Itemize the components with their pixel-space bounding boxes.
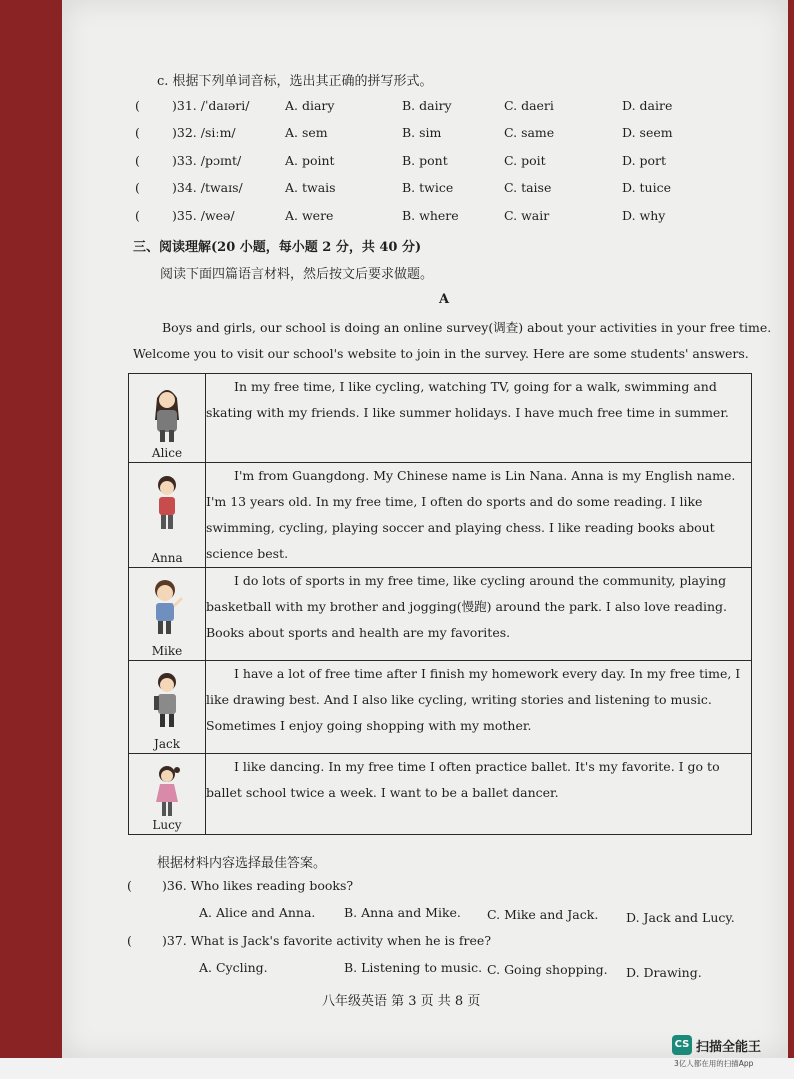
q32-stem: )32. /siːm/ [172,125,236,140]
q31-option-b: B. dairy [402,98,452,113]
answer-text [206,374,752,463]
q35-option-d: D. why [622,208,666,223]
table-row [129,463,752,568]
answer-lucy: I like dancing. In my free time I often practice ballet. It's my favorite. I go to ballet school twice a week. I want to be a ballet dancer. [206,759,720,800]
answer-text [206,463,752,568]
question-instruction: 根据材料内容选择最佳答案。 [157,856,327,871]
q33-option-a: A. point [285,153,335,168]
answer-text [206,661,752,754]
q33-option-d: D. port [622,153,667,168]
q31-option-d: D. daire [622,98,673,113]
q33-stem: )33. /pɔɪnt/ [172,153,242,168]
table-row [129,568,752,661]
survey-table [128,373,752,835]
q33-paren: ( [135,153,140,168]
student-name: Anna [151,551,183,565]
q34-option-a: A. twais [285,180,336,195]
avatar-mike-icon [149,576,185,638]
q37-paren: ( [127,933,132,948]
answer-anna: I'm from Guangdong. My Chinese name is Lin Nana. Anna is my English name. I'm 13 years old. In my free time, I often do sports and do some reading. I like swimming, cycling, playing soccer and playing chess. I like reading books about science best. [206,468,736,561]
q35-option-b: B. where [402,208,459,223]
avatar-cell [129,568,206,661]
q37-option-c: C. Going shopping. [487,962,608,977]
q35-stem: )35. /weə/ [172,208,235,223]
q35-option-a: A. were [285,208,334,223]
q32-option-a: A. sem [285,125,328,140]
passage-a-heading: A [439,292,450,307]
q31-stem: )31. /ˈdaɪəri/ [172,98,250,113]
answer-text [206,568,752,661]
q32-option-b: B. sim [402,125,442,140]
scanner-tagline: 3亿人都在用的扫描App [674,1059,754,1068]
avatar-cell [129,661,206,754]
q31-paren: ( [135,98,140,113]
table-row [129,374,752,463]
student-name: Alice [151,446,183,460]
q36-option-a: A. Alice and Anna. [199,905,316,920]
scanner-app-name: 扫描全能王 [696,1040,762,1055]
section3-instruction: 阅读下面四篇语言材料，然后按文后要求做题。 [160,267,434,282]
avatar-jack-icon [149,669,185,731]
q36-stem: )36. Who likes reading books? [162,878,354,893]
student-name: Mike [151,644,183,658]
q37-option-b: B. Listening to music. [344,960,483,975]
q34-option-c: C. taise [504,180,552,195]
avatar-alice-icon [149,382,185,444]
avatar-cell [129,463,206,568]
q35-paren: ( [135,208,140,223]
passage-intro-line1: Boys and girls, our school is doing an online survey(调查) about your activities in your free time. [162,320,772,335]
q35-option-c: C. wair [504,208,550,223]
q36-option-d: D. Jack and Lucy. [626,910,735,925]
q37-stem: )37. What is Jack's favorite activity when he is free? [162,933,492,948]
q36-option-b: B. Anna and Mike. [344,905,461,920]
q33-option-b: B. pont [402,153,448,168]
q34-option-d: D. tuice [622,180,671,195]
passage-intro-line2: Welcome you to visit our school's website to join in the survey. Here are some students' answers. [133,346,749,361]
q34-stem: )34. /twaɪs/ [172,180,243,195]
answer-alice: In my free time, I like cycling, watching TV, going for a walk, swimming and skating with my friends. I like summer holidays. I have much free time in summer. [206,379,729,420]
student-name: Jack [154,737,180,751]
q33-option-c: C. poit [504,153,546,168]
q32-option-c: C. same [504,125,555,140]
q34-option-b: B. twice [402,180,454,195]
answer-jack: I have a lot of free time after I finish my homework every day. In my free time, I like drawing best. And I also like cycling, writing stories and listening to music. Sometimes I enjoy going shopping with my mother. [206,666,741,733]
avatar-lucy-icon [149,762,185,824]
avatar-cell [129,374,206,463]
student-name: Lucy [152,818,182,832]
avatar-cell [129,754,206,835]
q31-option-a: A. diary [285,98,335,113]
answer-mike: I do lots of sports in my free time, like cycling around the community, playing basketball with my brother and jogging(慢跑) around the park. I also love reading. Books about sports and health are my favorites. [206,573,728,640]
answer-text [206,754,752,835]
q36-paren: ( [127,878,132,893]
q37-option-d: D. Drawing. [626,965,702,980]
table-row [129,754,752,835]
q32-paren: ( [135,125,140,140]
page-footer: 八年级英语 第 3 页 共 8 页 [322,994,481,1009]
scanner-logo-icon: CS [672,1035,692,1055]
q34-paren: ( [135,180,140,195]
q37-option-a: A. Cycling. [199,960,268,975]
table-row [129,661,752,754]
q36-option-c: C. Mike and Jack. [487,907,599,922]
q32-option-d: D. seem [622,125,673,140]
section-c-instruction: c. 根据下列单词音标，选出其正确的拼写形式。 [157,74,433,89]
q31-option-c: C. daeri [504,98,554,113]
section3-title: 三、阅读理解(20 小题，每小题 2 分，共 40 分) [133,240,422,255]
avatar-anna-icon [149,471,185,533]
